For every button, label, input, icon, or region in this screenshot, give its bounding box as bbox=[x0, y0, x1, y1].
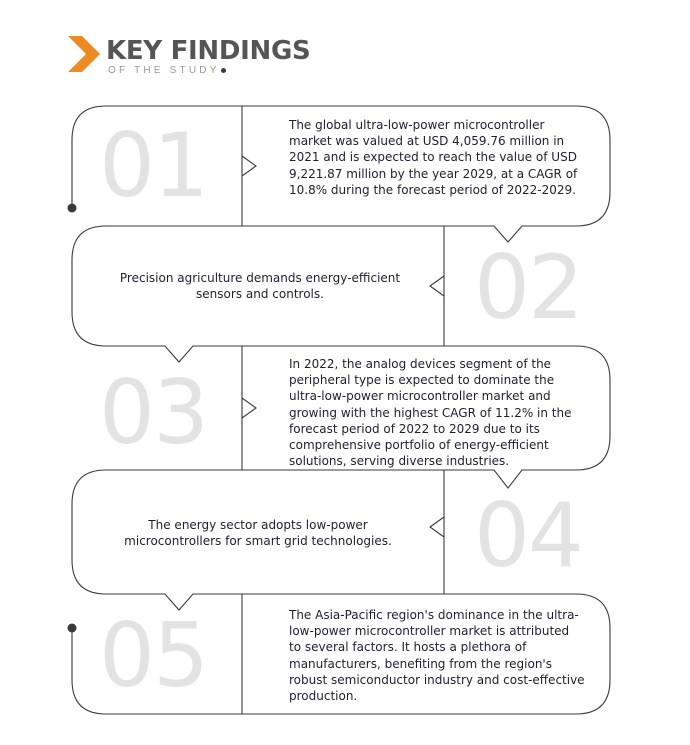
finding-number-01: 01 bbox=[99, 114, 207, 217]
start-dot-icon bbox=[68, 204, 77, 213]
finding-text-04: The energy sector adopts low-power microcontrollers for smart grid technologies. bbox=[124, 518, 392, 549]
finding-text-02: Precision agriculture demands energy-efficient sensors and controls. bbox=[119, 271, 401, 302]
end-dot-icon bbox=[68, 624, 77, 633]
page-title: KEY FINDINGS bbox=[106, 36, 311, 66]
finding-number-05: 05 bbox=[99, 604, 207, 707]
finding-text-05: The Asia-Pacific region's dominance in the ultra-low-power microcontroller market is attributed to several factors. It hosts a plethora of manufacturers, benefiting from the region's robust semiconductor industry and cost-effective production. bbox=[289, 608, 585, 704]
finding-number-04: 04 bbox=[474, 484, 582, 587]
finding-text-03: In 2022, the analog devices segment of the peripheral type is expected to dominate the ultra-low-power microcontroller market and growing with the highest CAGR of 11.2% in the forecast period of 2022 to 2029 due to its comprehensive portfolio of energy-efficient solutions, serving diverse industries. bbox=[289, 357, 572, 469]
page-subtitle: OF THE STUDY bbox=[108, 65, 226, 77]
finding-number-02: 02 bbox=[474, 236, 582, 339]
finding-number-03: 03 bbox=[99, 361, 207, 464]
finding-text-01: The global ultra-low-power microcontroller market was valued at USD 4,059.76 million in 2021 and is expected to reach the value of USD 9,221.87 million by the year 2029, at a CAGR of 10.8% during the forecast period of 2022-2029. bbox=[289, 118, 578, 197]
